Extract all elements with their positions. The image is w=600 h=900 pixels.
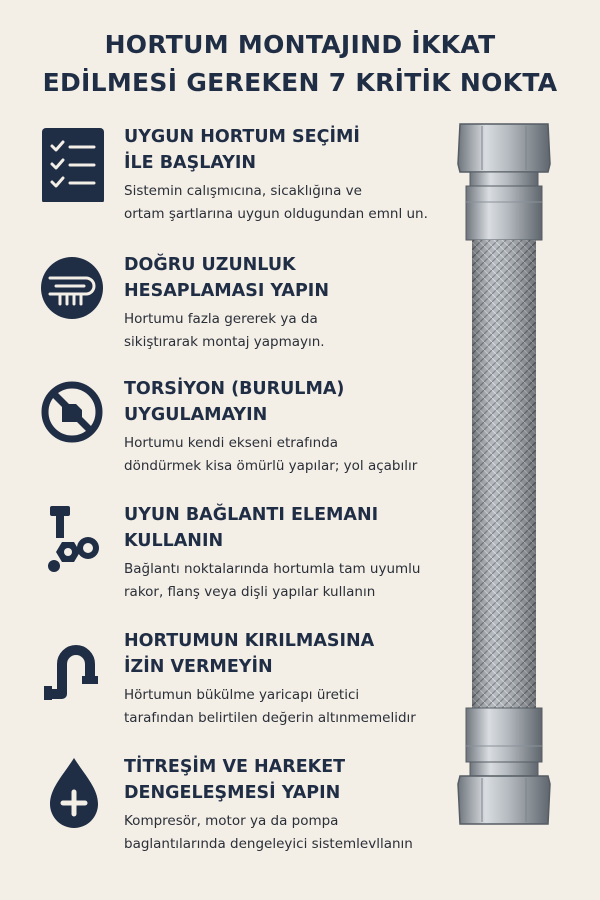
drop-plus-icon [40,754,106,832]
tip-description: Bağlantı noktalarında hortumla tam uyumlu rakor, flanş veya dişli yapılar kullanın [124,561,421,600]
tip-heading: TORSİYON (BURULMA) UYGULAMAYIN [124,379,345,425]
tip-description: Sistemin calışmıcına, sicaklığına ve ortam şartlarına uygun oldugundan emnl un. [124,183,428,222]
tip-item-3 [40,376,470,486]
bent-pipe-icon [40,628,106,706]
fittings-icon [40,502,106,580]
tip-heading: TİTREŞİM VE HAREKET DENGELEŞMESİ YAPIN [124,757,346,803]
tip-item-1 [40,124,470,234]
hose-length-icon [40,252,106,330]
title-line-2: EDİLMESİ GEREKEN 7 KRİTİK NOKTA [42,68,558,97]
tip-item-4 [40,502,470,612]
braided-hose-image [452,118,556,830]
tip-description: Hortumu kendi ekseni etrafında döndürmek kisa ömürlü yapılar; yol açabılır [124,435,418,474]
tip-description: Hortumu fazla gererek ya da sikiştırarak montaj yapmayın. [124,311,325,350]
tip-heading: HORTUMUN KIRILMASINA İZİN VERMEYİN [124,631,375,677]
tip-heading: DOĞRU UZUNLUK HESAPLAMASI YAPIN [124,255,329,301]
page-title [0,26,600,102]
tip-description: Kompresör, motor ya da pompa baglantılarında dengeleyici sistemlevllanın [124,813,413,852]
tip-item-6 [40,754,470,864]
no-twist-icon [40,376,106,454]
title-line-1: HORTUM MONTAJIND İKKAT [104,30,496,59]
tip-item-5 [40,628,470,738]
tip-description: Hörtumun bükülme yaricapı üretici tarafından belirtilen değerin altınmemelidır [124,687,416,726]
checklist-icon [40,124,106,202]
tip-heading: UYGUN HORTUM SEÇİMİ İLE BAŞLAYIN [124,127,360,173]
tip-item-2 [40,252,470,362]
tip-heading: UYUN BAĞLANTI ELEMANI KULLANIN [124,505,379,551]
